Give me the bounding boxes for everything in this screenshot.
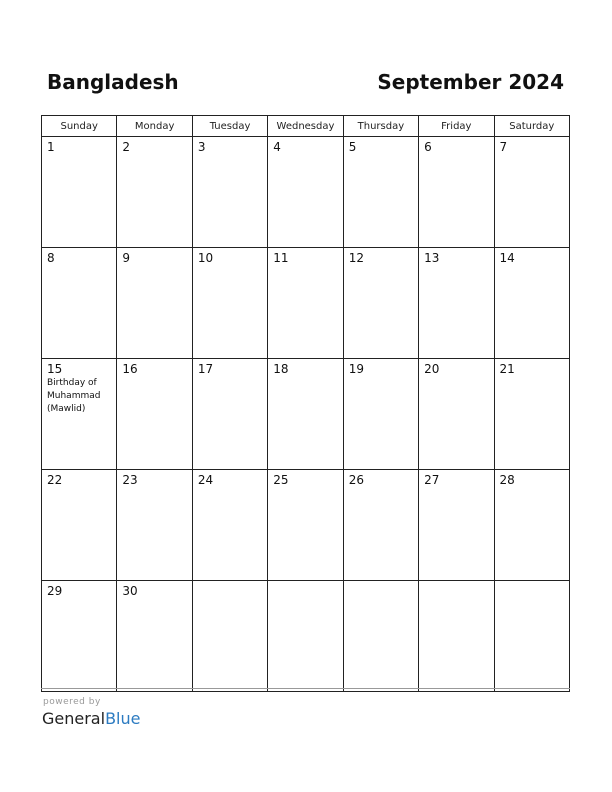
day-cell — [42, 137, 117, 248]
day-cell — [117, 581, 192, 692]
day-cell — [343, 470, 418, 581]
day-cell — [419, 137, 494, 248]
day-number: 3 — [197, 140, 206, 154]
day-cell — [268, 248, 343, 359]
weekday-header-row — [42, 116, 570, 137]
brand-general-text: General — [42, 709, 106, 728]
day-cell — [192, 137, 267, 248]
day-number: 15 — [47, 362, 63, 376]
day-number: 18 — [273, 362, 289, 376]
day-cell-empty — [192, 581, 267, 692]
footer — [41, 688, 570, 728]
day-number: 12 — [348, 251, 364, 265]
day-cell — [268, 137, 343, 248]
day-number: 5 — [348, 140, 357, 154]
week-row — [42, 581, 570, 692]
day-cell — [419, 248, 494, 359]
day-cell — [494, 248, 569, 359]
day-cell — [494, 359, 569, 470]
day-number: 7 — [499, 140, 508, 154]
day-cell — [419, 359, 494, 470]
generalblue-logo — [42, 709, 140, 728]
day-cell — [494, 137, 569, 248]
day-number: 1 — [47, 140, 55, 154]
calendar-grid — [41, 115, 570, 692]
day-number: 2 — [122, 140, 131, 154]
day-number: 17 — [197, 362, 214, 376]
day-number: 14 — [499, 251, 515, 265]
day-number: 20 — [424, 362, 440, 376]
day-number: 23 — [122, 473, 138, 487]
month-year-title: September 2024 — [377, 70, 564, 94]
day-number: 6 — [424, 140, 432, 154]
day-cell — [117, 359, 192, 470]
calendar-header — [41, 70, 570, 100]
day-cell — [192, 248, 267, 359]
powered-by-text: powered by — [43, 697, 101, 707]
day-number: 19 — [348, 362, 364, 376]
day-number: 9 — [122, 251, 131, 265]
week-row — [42, 470, 570, 581]
day-cell — [268, 359, 343, 470]
day-cell — [268, 470, 343, 581]
week-row — [42, 137, 570, 248]
day-cell-empty — [419, 581, 494, 692]
day-number: 21 — [499, 362, 515, 376]
day-number: 13 — [424, 251, 440, 265]
weekday-friday: Friday — [419, 116, 494, 137]
country-title: Bangladesh — [47, 70, 179, 94]
day-cell — [419, 470, 494, 581]
day-cell — [192, 359, 267, 470]
day-number: 29 — [47, 584, 63, 598]
day-cell — [117, 248, 192, 359]
day-cell — [117, 137, 192, 248]
day-cell — [42, 248, 117, 359]
day-number: 28 — [499, 473, 515, 487]
day-number: 22 — [47, 473, 63, 487]
week-row — [42, 248, 570, 359]
day-cell-holiday — [42, 359, 117, 470]
day-cell-empty — [343, 581, 418, 692]
day-cell — [117, 470, 192, 581]
day-cell — [494, 470, 569, 581]
weekday-thursday: Thursday — [343, 116, 418, 137]
day-number: 8 — [47, 251, 55, 265]
weekday-tuesday: Tuesday — [192, 116, 267, 137]
day-cell — [42, 470, 117, 581]
day-cell — [343, 137, 418, 248]
day-cell-empty — [268, 581, 343, 692]
brand-blue-text: Blue — [105, 709, 141, 728]
day-number: 25 — [273, 473, 289, 487]
day-number: 4 — [273, 140, 281, 154]
day-cell-empty — [494, 581, 569, 692]
day-cell — [343, 359, 418, 470]
day-number: 10 — [197, 251, 214, 265]
day-cell — [192, 470, 267, 581]
week-row — [42, 359, 570, 470]
day-cell — [343, 248, 418, 359]
day-number: 27 — [424, 473, 440, 487]
day-number: 24 — [197, 473, 214, 487]
weekday-monday: Monday — [117, 116, 192, 137]
day-number: 30 — [122, 584, 138, 598]
weekday-sunday: Sunday — [42, 116, 117, 137]
weekday-saturday: Saturday — [494, 116, 569, 137]
holiday-label: Birthday of Muhammad (Mawlid) — [47, 378, 101, 414]
day-number: 26 — [348, 473, 364, 487]
day-number: 16 — [122, 362, 138, 376]
day-cell — [42, 581, 117, 692]
weekday-wednesday: Wednesday — [268, 116, 343, 137]
day-number: 11 — [273, 251, 289, 265]
